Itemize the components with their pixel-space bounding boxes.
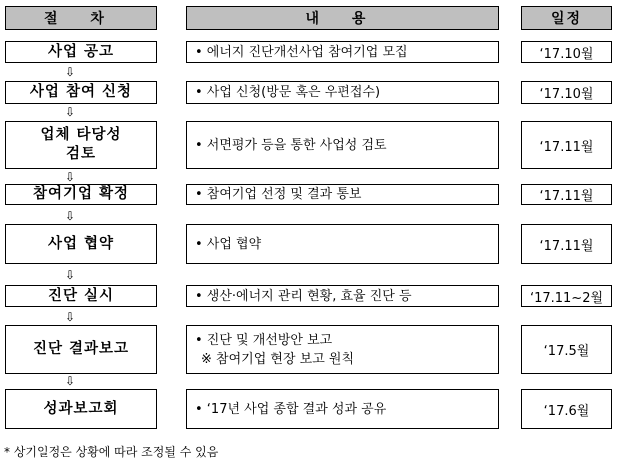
footnote: * 상기일정은 상황에 따라 조정될 수 있음 — [4, 445, 219, 459]
header-content: 내 용 — [186, 6, 499, 30]
step-box: 진단 실시 — [5, 285, 157, 307]
step-box: 사업 공고 — [5, 41, 157, 63]
content-box — [186, 325, 499, 374]
step-box — [5, 121, 157, 169]
date-box: ‘17.10월 — [521, 81, 612, 104]
content-box: • 에너지 진단개선사업 참여기업 모집 — [186, 41, 499, 63]
content-line: • 진단 및 개선방안 보고 — [195, 332, 333, 348]
down-arrow-icon: ⇩ — [64, 310, 76, 324]
down-arrow-icon: ⇩ — [64, 268, 76, 282]
down-arrow-icon: ⇩ — [64, 209, 76, 223]
date-box: ‘17.5월 — [521, 325, 612, 374]
date-box: ‘17.10월 — [521, 41, 612, 63]
content-box: • 사업 협약 — [186, 224, 499, 264]
content-box: • 사업 신청(방문 혹은 우편접수) — [186, 81, 499, 104]
step-label: 업체 타당성 검토 — [40, 127, 122, 162]
content-box: • 생산·에너지 관리 현황, 효율 진단 등 — [186, 285, 499, 307]
header-step: 절 차 — [5, 6, 157, 30]
step-box: 진단 결과보고 — [5, 325, 157, 374]
down-arrow-icon: ⇩ — [64, 170, 76, 184]
date-box: ‘17.11월 — [521, 184, 612, 205]
date-box: ‘17.11월 — [521, 121, 612, 169]
content-box: • 서면평가 등을 통한 사업성 검토 — [186, 121, 499, 169]
content-note: ※ 참여기업 현장 보고 원칙 — [201, 351, 355, 367]
date-box: ‘17.6월 — [521, 389, 612, 429]
header-schedule: 일정 — [521, 6, 612, 30]
step-box: 참여기업 확정 — [5, 184, 157, 205]
step-box: 사업 참여 신청 — [5, 81, 157, 104]
down-arrow-icon: ⇩ — [64, 65, 76, 79]
step-box: 사업 협약 — [5, 224, 157, 264]
content-box: • ‘17년 사업 종합 결과 성과 공유 — [186, 389, 499, 429]
step-box: 성과보고회 — [5, 389, 157, 429]
content-box: • 참여기업 선정 및 결과 통보 — [186, 184, 499, 205]
down-arrow-icon: ⇩ — [64, 374, 76, 388]
date-box: ‘17.11~2월 — [521, 285, 612, 307]
down-arrow-icon: ⇩ — [64, 105, 76, 119]
date-box: ‘17.11월 — [521, 224, 612, 264]
